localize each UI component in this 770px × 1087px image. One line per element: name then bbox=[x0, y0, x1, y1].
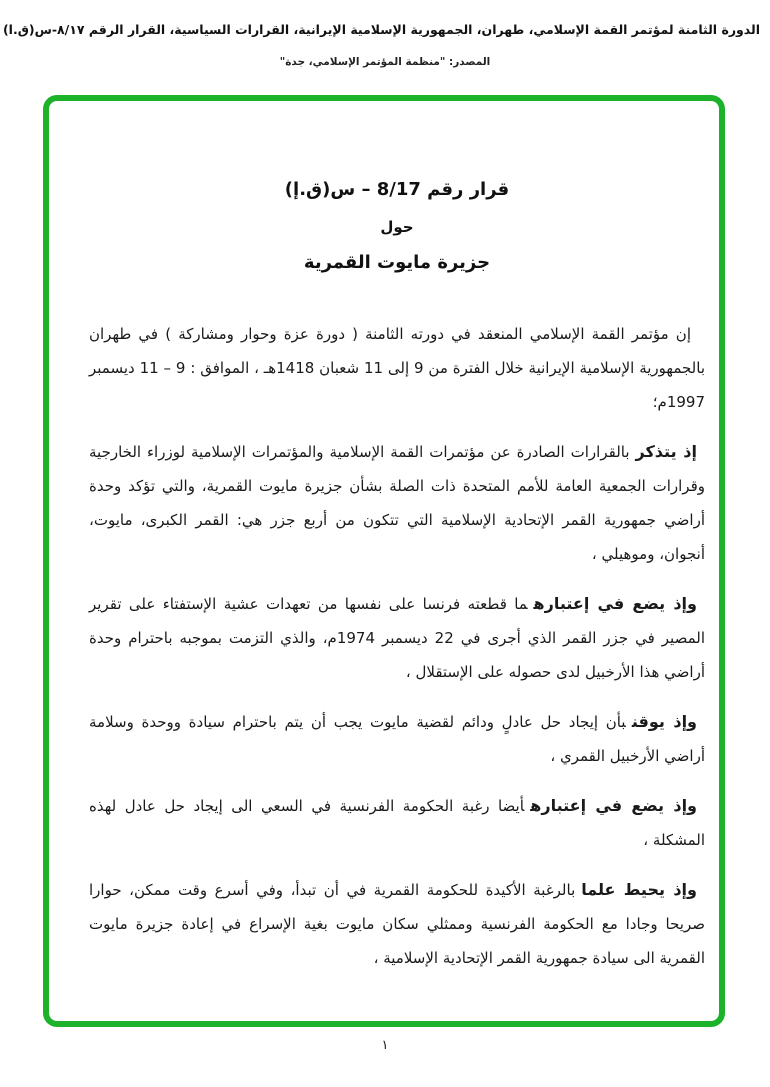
paragraph-considering-french-wish bbox=[89, 789, 705, 857]
page-number: ١ bbox=[381, 1038, 389, 1053]
paragraph-lead: وإذ يوقن bbox=[631, 712, 697, 731]
paragraph-recalling bbox=[89, 435, 705, 571]
paragraph-lead: إذ يتذكر bbox=[635, 442, 697, 461]
header-citation: الدورة الثامنة لمؤتمر القمة الإسلامي، طهران، الجمهورية الإسلامية الإيرانية، القرارات السياسية، القرار الرقم ٨/١٧-س(ق.ا) bbox=[2, 22, 760, 37]
resolution-title bbox=[89, 179, 705, 273]
resolution-title-about: حول bbox=[380, 218, 414, 236]
paragraph-text: إن مؤتمر القمة الإسلامي المنعقد في دورته الثامنة ( دورة عزة وحوار ومشاركة ) في طهران بالجمهورية الإسلامية الإيرانية خلال الفترة من 9 إلى 11 شعبان 1418هـ ، الموافق : 9 – 11 ديسمبر 1997م؛ bbox=[89, 325, 705, 411]
paragraph-preamble bbox=[89, 317, 705, 419]
green-border-frame bbox=[43, 95, 725, 1027]
paragraph-text: بأن إيجاد حل عادلٍ ودائم لقضية مايوت يجب أن يتم باحترام سيادة ووحدة وسلامة أراضي الأرخبيل القمري ، bbox=[89, 713, 705, 765]
paragraph-lead: وإذ يضع في إعتباره bbox=[533, 594, 697, 613]
paragraph-taking-note bbox=[89, 873, 705, 975]
paragraph-text: أيضا رغبة الحكومة الفرنسية في السعي الى إيجاد حل عادل لهذه المشكلة ، bbox=[89, 797, 705, 849]
paragraph-text: بالرغبة الأكيدة للحكومة القمرية في أن تبدأ، وفي أسرع وقت ممكن، حوارا صريحا وجادا مع الحكومة الفرنسية وممثلي سكان مايوت بغية الإسراع في إعادة جزيرة مايوت القمرية الى سيادة جمهورية القمر الإتحادية الإسلامية ، bbox=[89, 881, 705, 967]
paragraph-lead: وإذ يحيط علما bbox=[581, 880, 697, 899]
resolution-title-subject: جزيرة مايوت القمرية bbox=[303, 252, 491, 273]
paragraph-considering-commitments bbox=[89, 587, 705, 689]
paragraph-text: ما قطعته فرنسا على نفسها من تعهدات عشية الإستفتاء على تقرير المصير في جزر القمر الذي أجرى في 22 ديسمبر 1974م، والذي التزمت بموجبه باحترام وحدة أراضي هذا الأرخبيل لدى حصوله على الإستقلال ، bbox=[89, 595, 705, 681]
paragraph-convinced bbox=[89, 705, 705, 773]
paragraph-text: بالقرارات الصادرة عن مؤتمرات القمة الإسلامية والمؤتمرات الإسلامية لوزراء الخارجية وقرارات الجمعية العامة للأمم المتحدة ذات الصلة بشأن جزيرة مايوت القمرية، والتي تؤكد وحدة أراضي جمهورية القمر الإتحادية الإسلامية التي تتكون من أربع جزر هي: القمر الكبرى، مايوت، أنجوان، وموهيلي ، bbox=[89, 443, 705, 563]
paragraph-lead: وإذ يضع في إعتباره bbox=[530, 796, 697, 815]
resolution-number: قرار رقم 8/17 – س(ق.إ) bbox=[284, 179, 510, 200]
resolution-body bbox=[89, 317, 705, 975]
header-source: المصدر: "منظمة المؤتمر الإسلامي، جدة" bbox=[279, 56, 491, 68]
